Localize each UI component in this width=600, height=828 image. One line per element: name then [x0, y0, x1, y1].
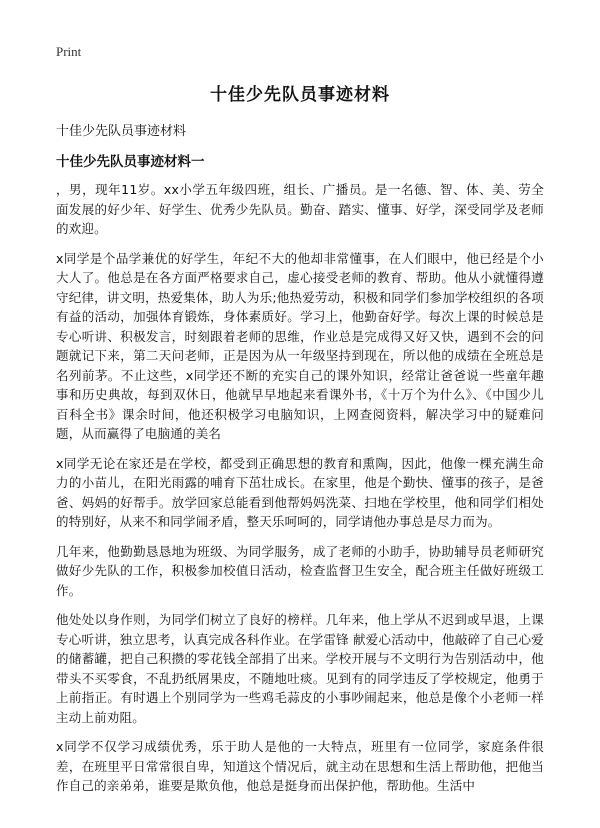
- section-heading: 十佳少先队员事迹材料一: [56, 154, 205, 170]
- paragraph-home-school: x同学无论在家还是在学校，都受到正确思想的教育和熏陶，因此，他像一棵充满生命力的小苗儿，在阳光雨露的哺育下茁壮成长。在家里，他是个勤快、懂事的孩子，是爸爸、妈妈的好帮手。放学回家总能看到他帮妈妈洗菜、扫地在学校里，他和同学们相处的特别好，从来不和同学闹矛盾，整天乐呵呵的，同学请他办事总是尽力而为。: [56, 455, 544, 529]
- paragraph-service: 几年来，他勤勤恳恳地为班级、为同学服务，成了老师的小助手，协助辅导员老师研究做好少先队的工作，积极参加校值日活动，检查监督卫生安全，配合班主任做好班级工作。: [56, 543, 544, 598]
- paragraph-study: x同学是个品学兼优的好学生，年纪不大的他却非常懂事，在人们眼中，他已经是个小大人了。他总是在各方面严格要求自己，虚心接受老师的教育、帮助。他从小就懂得遵守纪律，讲文明，热爱集体，助人为乐;他热爱劳动，积极和同学们参加学校组织的各项有益的活动，加强体育锻炼，身体素质好。学习上，他勤奋好学。每次上课的时候总是专心听讲、积极发言，时刻跟着老师的思维，作业总是完成得又好又快，遇到不会的问题就记下来，第二天问老师，正是因为从一年级坚持到现在，所以他的成绩在全班总是名列前茅。不止这些，x同学还不断的充实自己的课外知识，经常让爸爸说一些童年趣事和历史典故，每到双休日，他就早早地起来看课外书，《十万个为什么》、《中国少儿百科全书》课余时间，他还积极学习电脑知识，上网查阅资料，解决学习中的疑难问题，从而赢得了电脑通的美名: [56, 250, 544, 441]
- document-body: [56, 180, 544, 806]
- document-title: 十佳少先队员事迹材料: [210, 85, 390, 105]
- paragraph-helping: x同学不仅学习成绩优秀，乐于助人是他的一大特点，班里有一位同学，家庭条件很差，在班里平日常常很自卑，知道这个情况后，就主动在思想和生活上帮助他，把他当作自己的亲弟弟，谁要是欺负他，他总是挺身而出保护他，帮助他。生活中: [56, 739, 544, 793]
- paragraph-intro: ，男，现年11岁。xx小学五年级四班，组长、广播员。是一名德、智、体、美、劳全面发展的好少年、好学生、优秀少先队员。勤奋、踏实、懂事、好学，深受同学及老师的欢迎。: [56, 182, 544, 236]
- paragraph-role-model: 他处处以身作则，为同学们树立了良好的榜样。几年来，他上学从不迟到或早退，上课专心听讲，独立思考，认真完成各科作业。在学雷锋 献爱心活动中，他敲碎了自己心爱的储蓄罐，把自己积攒的零花钱全部捐了出来。学校开展与不文明行为告别活动中，他带头不买零食，不乱扔纸屑果皮，不随地吐痰。见到有的同学违反了学校规定，他勇于上前指正。有时遇上个别同学为一些鸡毛蒜皮的小事吵闹起来，他总是像个小老师一样主动上前劝阻。: [56, 612, 544, 725]
- document-subtitle: 十佳少先队员事迹材料: [56, 124, 187, 139]
- print-link[interactable]: Print: [56, 44, 82, 59]
